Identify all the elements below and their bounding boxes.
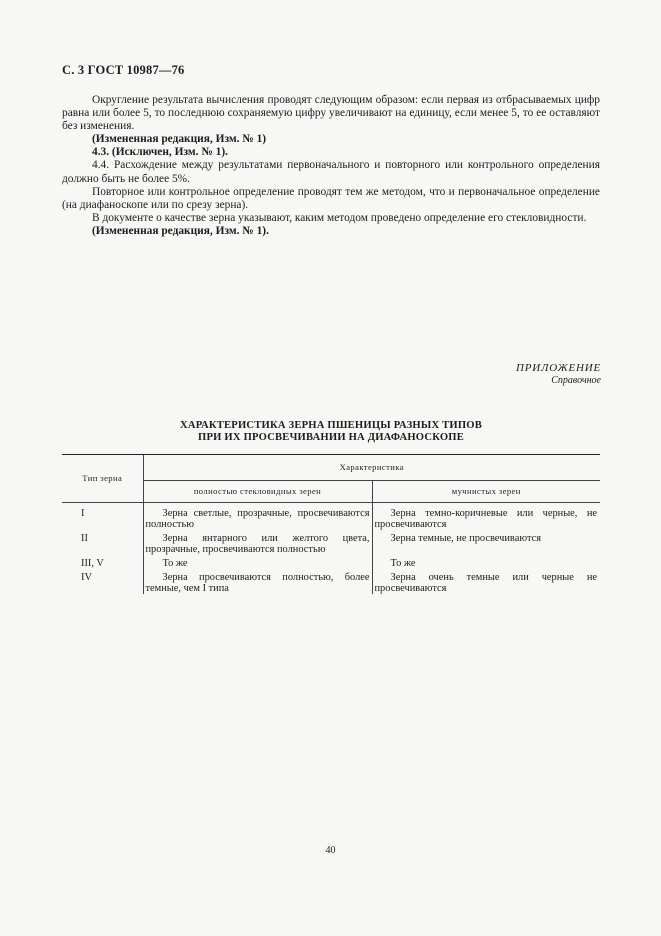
paragraph-4-4: 4.4. Расхождение между результатами первоначального и повторного или контрольного определения должно быть не более 5%. — [62, 159, 600, 185]
appendix-label — [516, 362, 601, 386]
paragraph-quality-document: В документе о качестве зерна указывают, каким методом проведено определение его стекловидности. — [92, 211, 587, 224]
mealy-cell: Зерна темно-коричневые или черные, не просвечиваются — [372, 503, 600, 531]
appendix-title: ПРИЛОЖЕНИЕ — [516, 362, 601, 374]
table-title-line: ПРИ ИХ ПРОСВЕЧИВАНИИ НА ДИАФАНОСКОПЕ — [198, 431, 464, 443]
paragraph-repeat-determination: Повторное или контрольное определение проводят тем же методом, что и первоначальное определение (на диафаноскопе или по срезу зерна). — [62, 185, 600, 211]
table-title-line: ХАРАКТЕРИСТИКА ЗЕРНА ПШЕНИЦЫ РАЗНЫХ ТИПОВ — [180, 420, 482, 431]
page-header: С. 3 ГОСТ 10987—76 — [62, 63, 185, 77]
vitreous-cell: Зерна янтарного или желтого цвета, прозрачные, просвечиваются полностью — [143, 530, 372, 555]
appendix-subtitle: Справочное — [551, 375, 601, 386]
table-row — [62, 555, 600, 569]
table-row — [62, 503, 600, 531]
table-row — [62, 569, 600, 594]
paragraph-rounding: Округление результата вычисления проводят следующим образом: если первая из отбрасываемых цифр равна или более 5, то последнюю сохраняемую цифру увеличивают на единицу, если менее 5, то ее оставляют без изменения. — [62, 94, 600, 133]
column-header-characteristic: Характеристика — [143, 455, 600, 481]
table-row — [62, 530, 600, 555]
grain-type-cell: I — [81, 508, 85, 519]
mealy-cell: Зерна темные, не просвечиваются — [372, 530, 600, 555]
vitreous-cell: То же — [143, 555, 372, 569]
body-text — [62, 94, 600, 238]
mealy-cell: Зерна очень темные или черные не просвечиваются — [372, 569, 600, 594]
grain-type-cell: IV — [81, 572, 92, 583]
paragraph-4-3: 4.3. (Исключен, Изм. № 1). — [92, 146, 228, 159]
vitreous-cell: Зерна светлые, прозрачные, просвечиваются полностью — [143, 503, 372, 531]
table-title — [62, 420, 600, 443]
mealy-cell: То же — [372, 555, 600, 569]
grain-type-cell: III, V — [81, 558, 104, 569]
vitreous-cell: Зерна просвечиваются полностью, более темные, чем I типа — [143, 569, 372, 594]
column-header-vitreous: полностью стекловидных зерен — [143, 481, 372, 503]
amendment-note: (Измененная редакция, Изм. № 1) — [92, 133, 267, 146]
column-header-type: Тип зерна — [62, 455, 143, 503]
page-number: 40 — [325, 845, 336, 856]
grain-type-cell: II — [81, 533, 88, 544]
column-header-mealy: мучнистых зерен — [372, 481, 600, 503]
amendment-note: (Измененная редакция, Изм. № 1). — [92, 224, 269, 237]
grain-characteristics-table — [62, 454, 600, 594]
